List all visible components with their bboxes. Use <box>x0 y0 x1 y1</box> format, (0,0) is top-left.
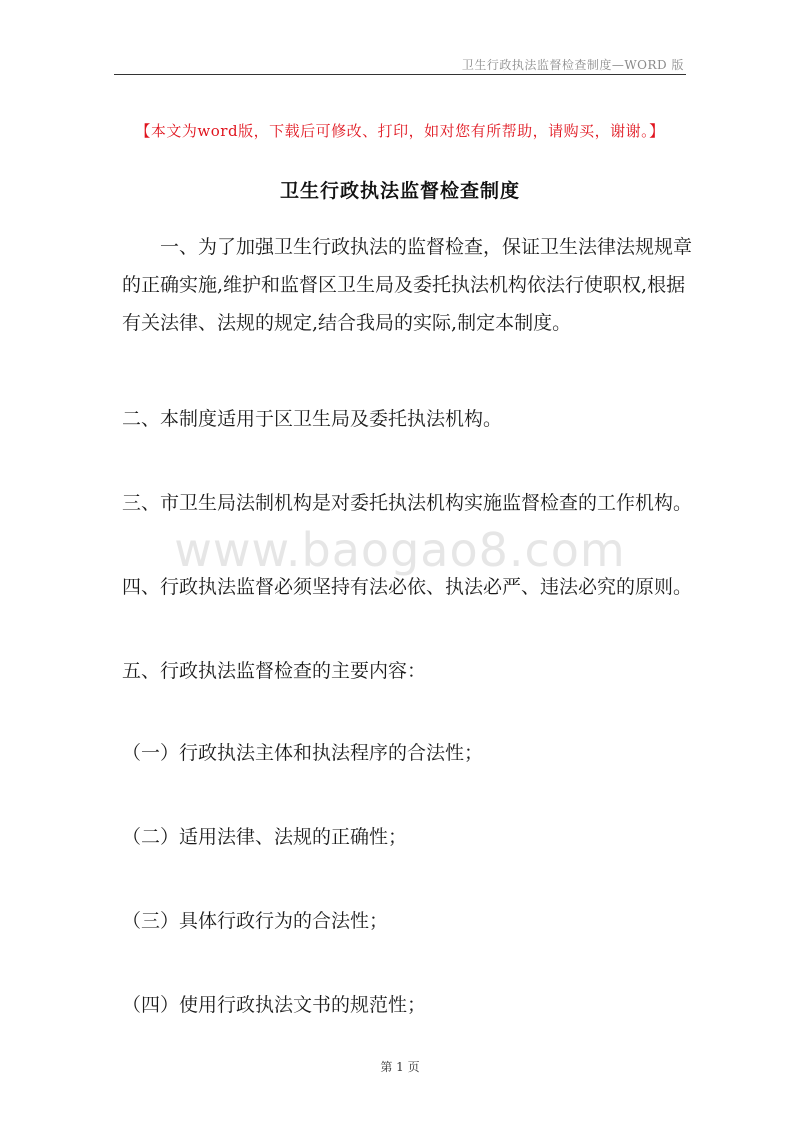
paragraph-1-line-3: 有关法律、法规的规定,结合我局的实际,制定本制度。 <box>122 312 572 334</box>
header-divider <box>114 74 686 75</box>
watermark-text: www.baogao8.com <box>174 523 626 577</box>
paragraph-5: 五、行政执法监督检查的主要内容： <box>122 660 427 682</box>
paragraph-1-line-2: 的正确实施,维护和监督区卫生局及委托执法机构依法行使职权,根据 <box>122 274 686 296</box>
document-title: 卫生行政执法监督检查制度 <box>279 180 520 202</box>
paragraph-2: 二、本制度适用于区卫生局及委托执法机构。 <box>122 408 503 430</box>
paragraph-8: （三）具体行政行为的合法性； <box>122 910 389 932</box>
purchase-notice: 【本文为word版，下载后可修改、打印，如对您有所帮助，请购买，谢谢。】 <box>135 122 665 140</box>
page-number: 第 1 页 <box>380 1060 420 1074</box>
paragraph-6: （一）行政执法主体和执法程序的合法性； <box>122 742 484 764</box>
paragraph-9: （四）使用行政执法文书的规范性； <box>122 994 427 1016</box>
paragraph-4: 四、行政执法监督必须坚持有法必依、执法必严、违法必究的原则。 <box>122 576 693 598</box>
paragraph-7: （二）适用法律、法规的正确性； <box>122 826 408 848</box>
page-header: 卫生行政执法监督检查制度—WORD 版 <box>461 58 684 72</box>
paragraph-3: 三、市卫生局法制机构是对委托执法机构实施监督检查的工作机构。 <box>122 492 693 514</box>
paragraph-1 <box>122 228 692 342</box>
paragraph-1-line-1: 一、为了加强卫生行政执法的监督检查，保证卫生法律法规规章 <box>160 236 693 258</box>
